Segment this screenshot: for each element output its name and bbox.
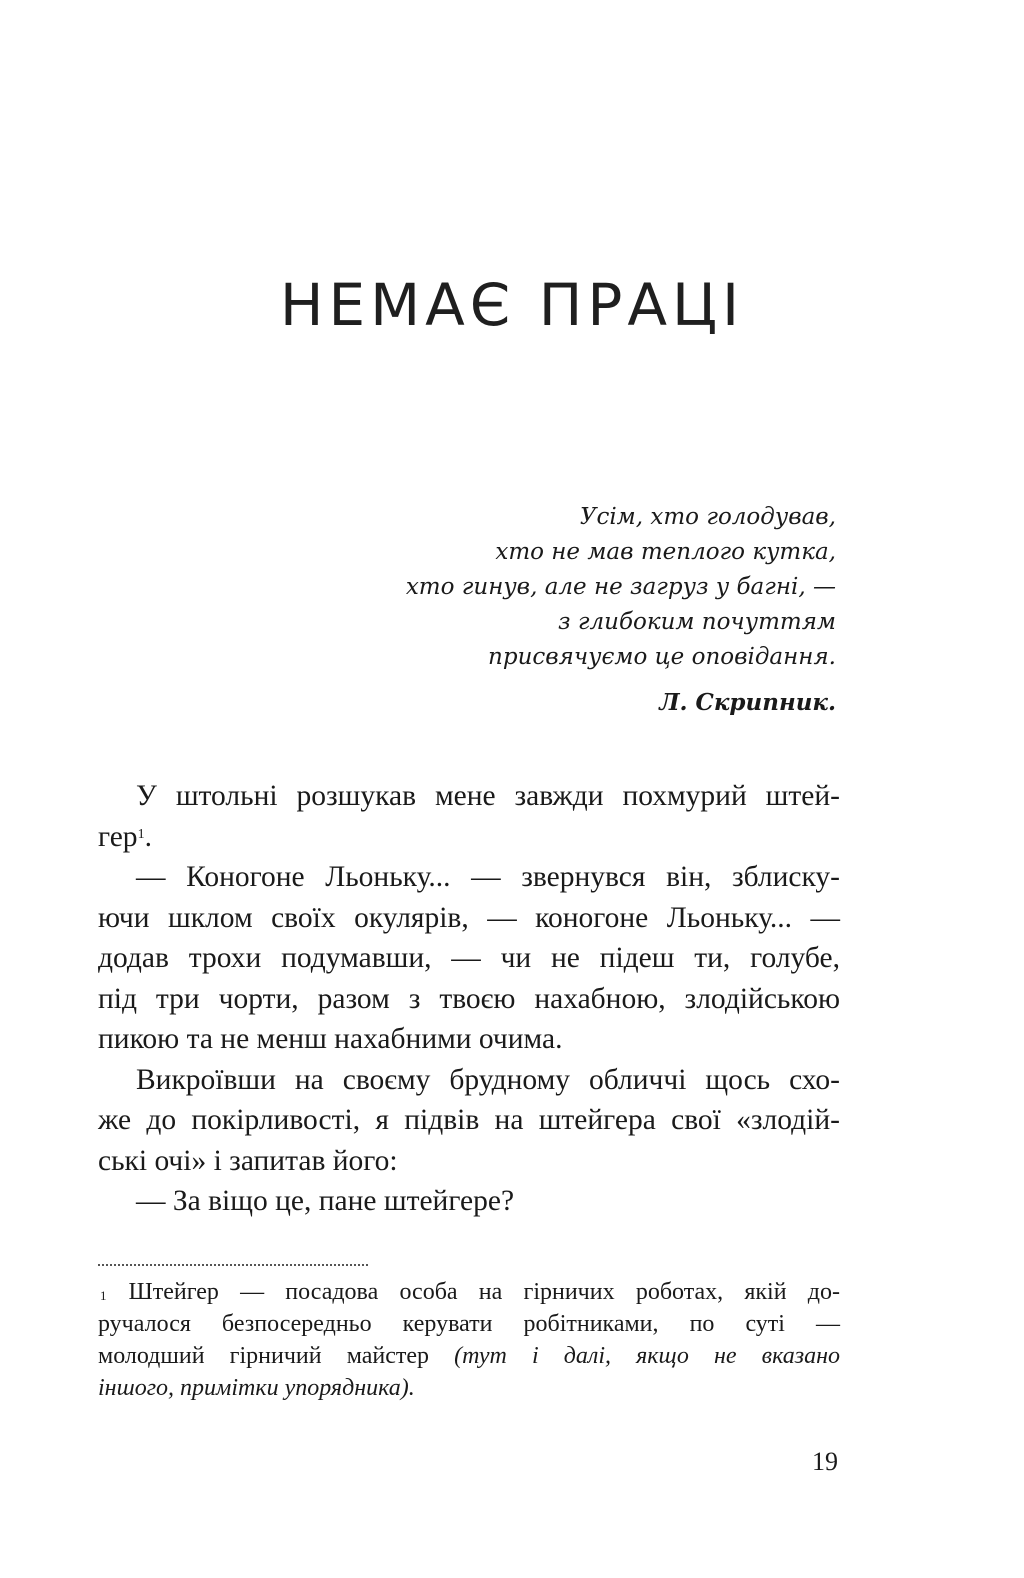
footnote <box>98 1276 840 1404</box>
text-line: ські очі» і запитав його: <box>98 1144 398 1177</box>
text-fragment: гер <box>98 820 138 853</box>
text-line: — Коногоне Льоньку... — звернувся він, зблиску- <box>136 861 840 893</box>
text-line: — За віщо це, пане штейгере? <box>136 1185 515 1217</box>
epigraph-line: присвячуємо це оповідання. <box>488 644 836 670</box>
text-line: пикою та не менш нахабними очима. <box>98 1023 563 1055</box>
footnote-line <box>98 1276 840 1308</box>
epigraph-line: хто не мав теплого кутка, <box>495 539 836 565</box>
footnote-number: 1 <box>100 1288 107 1303</box>
epigraph-line: з глибоким почуттям <box>558 609 836 635</box>
text-line: ючи шклом своїх окулярів, — коногоне Льоньку... — <box>98 901 840 934</box>
text-line: гер$^1$. <box>98 820 152 853</box>
footnote-line: ручалося безпосередньо керувати робітниками, по суті — <box>98 1311 840 1337</box>
footnote-reference: 1 <box>137 826 145 842</box>
footnote-italic-text: (тут і далі, якщо не вказано <box>454 1343 840 1369</box>
epigraph-line: Усім, хто голодував, <box>579 504 836 530</box>
footnote-line <box>98 1372 840 1404</box>
footnote-line <box>98 1340 840 1372</box>
text-line: У штольні розшукав мене завжди похмурий штей- <box>136 780 840 812</box>
text-line: Викроївши на своєму брудному обличчі щось схо- <box>136 1063 840 1096</box>
text-line: під три чорти, разом з твоєю нахабною, злодійською <box>98 982 840 1015</box>
page-number: 19 <box>812 1447 838 1476</box>
text-line: же до покірливості, я підвів на штейгера свої «злодій- <box>98 1104 840 1136</box>
footnote-italic-text: іншого, примітки упорядника). <box>98 1375 415 1401</box>
footnote-separator <box>98 1264 368 1266</box>
footnote-text: Штейгер — посадова особа на гірничих роботах, якій до- <box>128 1279 840 1305</box>
chapter-title: НЕМАЄ ПРАЦІ <box>279 271 745 339</box>
epigraph <box>276 500 836 720</box>
text-line: додав трохи подумавши, — чи не підеш ти, голубе, <box>98 942 840 974</box>
footnote-text: молодший гірничий майстер <box>98 1343 455 1369</box>
main-text <box>98 776 840 1222</box>
epigraph-line: хто гинув, але не загруз у багні, — <box>405 574 836 600</box>
epigraph-author: Л. Скрипник. <box>659 689 836 716</box>
